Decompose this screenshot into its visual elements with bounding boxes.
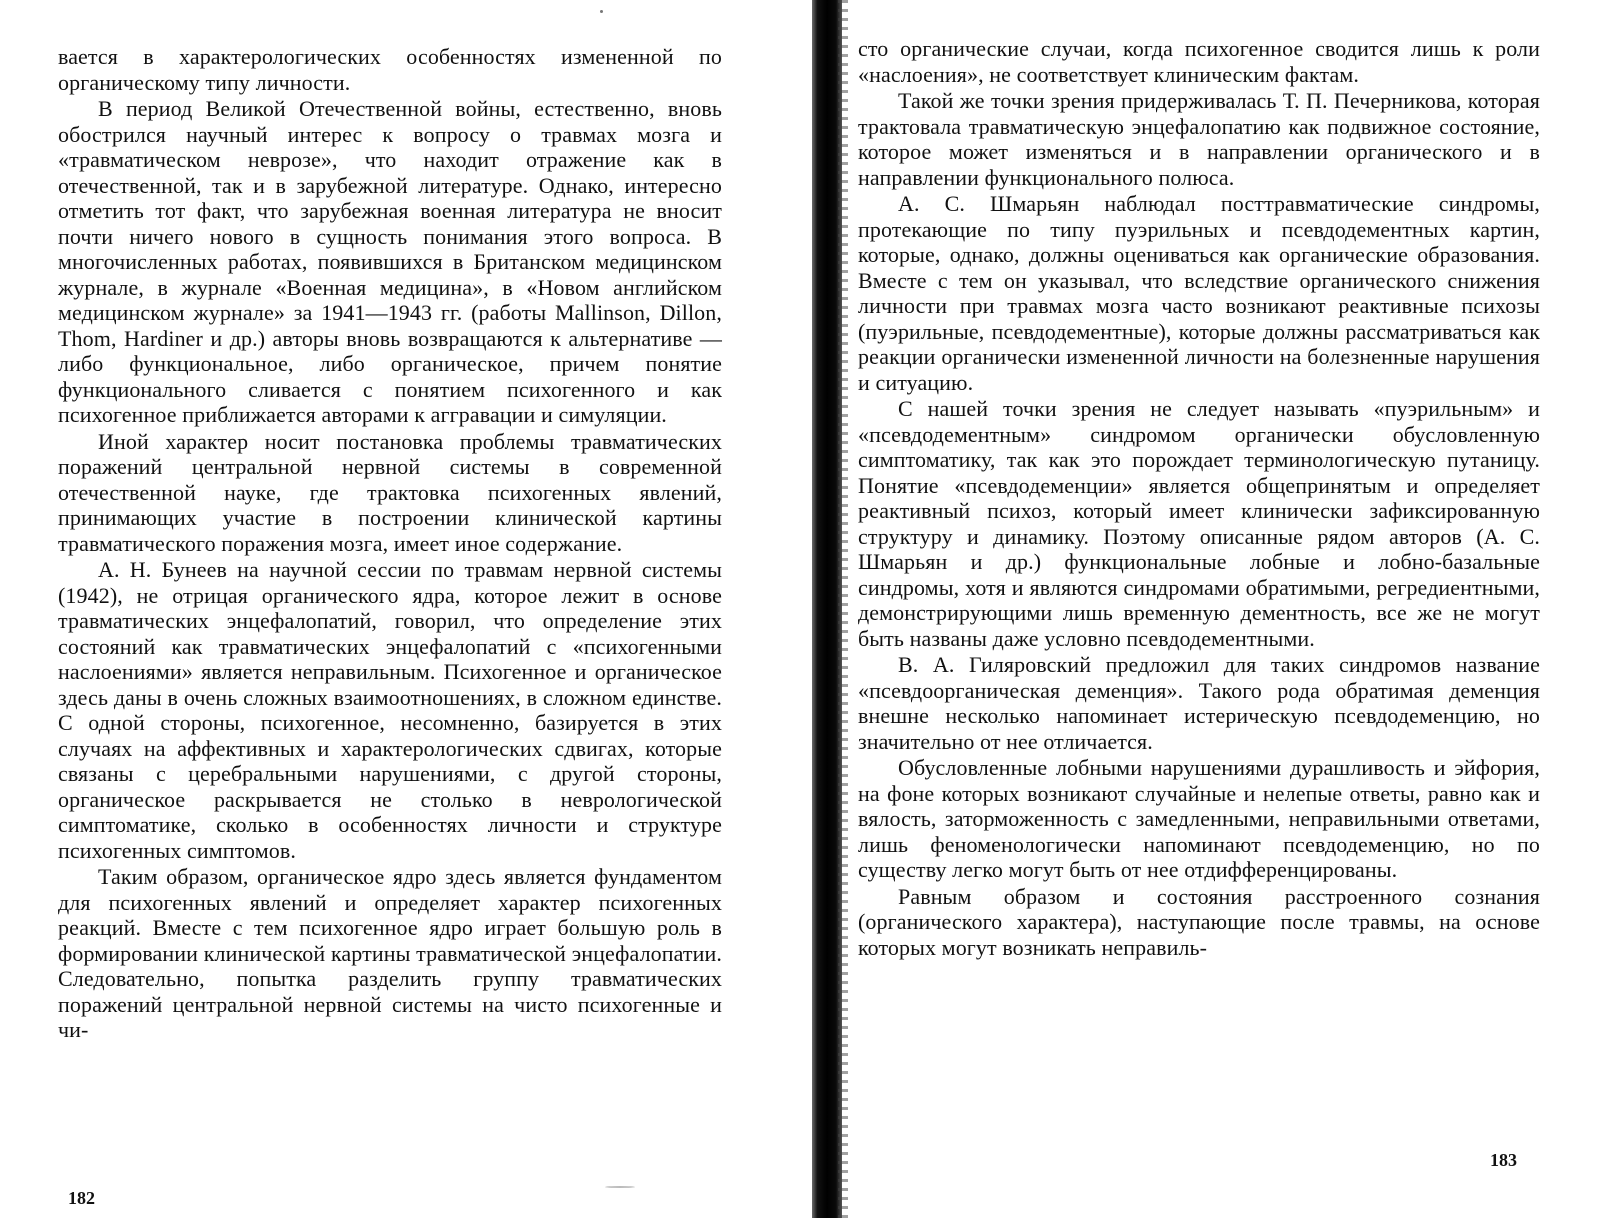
paragraph: Равным образом и состояния расстроенного сознания (органического характера), наступающие после травмы, на основе которых могут возникать неправиль- (858, 883, 1540, 960)
paragraph: А. С. Шмарьян наблюдал посттравматические синдромы, протекающие по типу пуэрильных и псевдодементных картин, которые, однако, должны оцениваться как органические образования. Вместе с тем он указывал, что вследствие органического снижения личности при травмах мозга часто возникают реактивные психозы (пуэрильные, псевдодементные), которые должны рассматриваться как реакции органически измененной личности на болезненные нарушения и ситуацию. (858, 191, 1540, 395)
scan-speck (600, 10, 603, 13)
paragraph: А. Н. Бунеев на научной сессии по травмам нервной системы (1942), не отрицая органического ядра, которое лежит в основе травматических энцефалопатий, говорил, что определение этих состояний как травматических энцефалопатий с «психогенными наслоениями» является неправильным. Психогенное и органическое здесь даны в очень сложных взаимоотношениях, в сложном единстве. С одной стороны, психогенное, несомненно, базируется в этих случаях на аффективных и характерологических сдвигах, которые связаны с церебральными нарушениями, с другой стороны, органическое раскрывается не столько в неврологической симптоматике, сколько в особенностях личности и структуре психогенных симптомов. (58, 557, 722, 863)
paragraph: С нашей точки зрения не следует называть «пуэрильным» и «псевдодементным» синдромом органически обусловленную симптоматику, так как это порождает терминологическую путаницу. Понятие «псевдодеменции» является общепринятым и определяет реактивный психоз, который имеет клинически зафиксированную структуру и динамику. Поэтому описанные рядом авторов (А. С. Шмарьян и др.) функциональные лобные и лобно-базальные синдромы, хотя и являются синдромами обратимыми, регредиентными, демонстрирующими лишь временную дементность, все же не могут быть названы даже условно псевдодементными. (858, 396, 1540, 651)
right-page (840, 0, 1600, 1218)
paragraph: Такой же точки зрения придерживалась Т. П. Печерникова, которая трактовала травматическую энцефалопатию как подвижное состояние, которое может изменяться и в направлении органического и в направлении функционального полюса. (858, 88, 1540, 190)
left-page-text (58, 44, 722, 1044)
right-page-text (858, 36, 1540, 961)
paragraph: сто органические случаи, когда психогенное сводится лишь к роли «наслоения», не соответствует клиническим фактам. (858, 36, 1540, 87)
paragraph: Таким образом, органическое ядро здесь является фундаментом для психогенных явлений и определяет характер психогенных реакций. Вместе с тем психогенное ядро играет большую роль в формировании клинической картины травматической энцефалопатии. Следовательно, попытка разделить группу травматических поражений центральной нервной системы на чисто психогенные и чи- (58, 864, 722, 1042)
scan-speck (605, 1186, 635, 1188)
paragraph: В. А. Гиляровский предложил для таких синдромов название «псевдоорганическая деменция». Такого рода обратимая деменция внешне несколько напоминает истерическую псевдодеменцию, но значительно от нее отличается. (858, 652, 1540, 754)
book-gutter (812, 0, 842, 1218)
paragraph: Обусловленные лобными нарушениями дурашливость и эйфория, на фоне которых возникают случайные и нелепые ответы, равно как и вялость, заторможенность с замедленными, неправильными ответами, лишь феноменологически напоминают псевдодеменцию, но по существу легко могут быть от нее отдифференцированы. (858, 755, 1540, 882)
paragraph: Иной характер носит постановка проблемы травматических поражений центральной нервной системы в современной отечественной науке, где трактовка психогенных явлений, принимающих участие в построении клинической картины травматического поражения мозга, имеет иное содержание. (58, 428, 722, 556)
paragraph: вается в характерологических особенностях измененной по органическому типу личности. (58, 44, 722, 95)
page-number: 183 (1490, 1150, 1517, 1170)
page-number: 182 (68, 1188, 95, 1208)
paragraph: В период Великой Отечественной войны, естественно, вновь обострился научный интерес к вопросу о травмах мозга и «травматическом неврозе», что находит отражение как в отечественной, так и в зарубежной литературе. Однако, интересно отметить тот факт, что зарубежная военная литература не вносит почти ничего нового в сущность понимания этого вопроса. В многочисленных работах, появившихся в Британском медицинском журнале, в журнале «Военная медицина», в «Новом английском медицинском журнале» за 1941—1943 гг. (работы Mallinson, Dillon, Thom, Hardiner и др.) авторы вновь возвращаются к альтернативе — либо функциональное, либо органическое, причем понятие функционального сливается с понятием психогенного и как психогенное приближается авторами к аггравации и симуляции. (58, 96, 722, 427)
